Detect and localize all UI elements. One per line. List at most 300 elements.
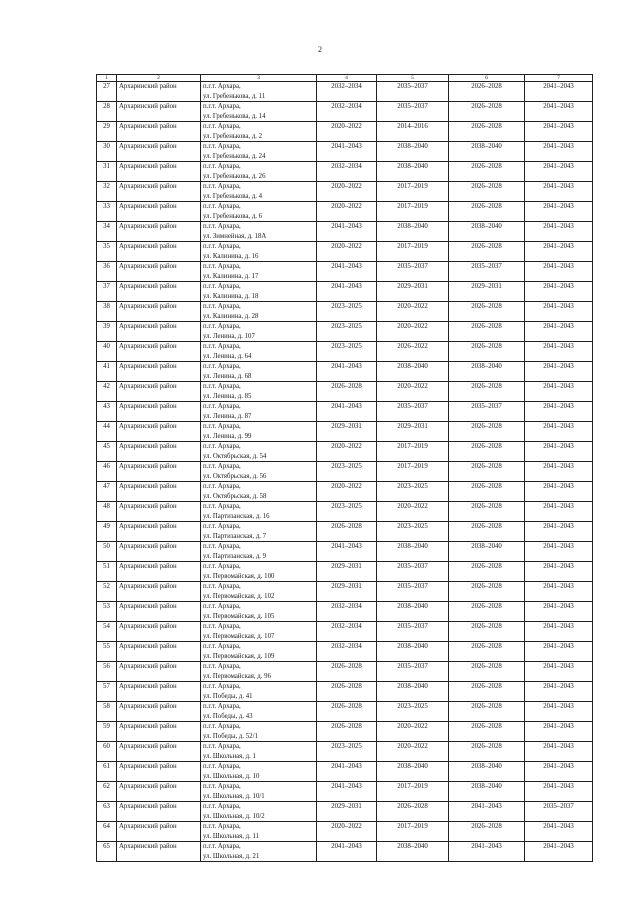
period-col-6: 2026–2028 (449, 562, 525, 582)
period-col-4: 2032–2034 (317, 622, 377, 642)
address-cell (201, 522, 317, 542)
period-col-7: 2041–2043 (525, 762, 593, 782)
address-settlement: п.г.т. Архара, (203, 203, 241, 210)
address-settlement: п.г.т. Архара, (203, 383, 241, 390)
row-number: 42 (97, 382, 117, 402)
address-cell (201, 162, 317, 182)
period-col-6: 2038–2040 (449, 362, 525, 382)
period-col-7: 2041–2043 (525, 542, 593, 562)
period-col-7: 2041–2043 (525, 302, 593, 322)
period-col-7: 2041–2043 (525, 662, 593, 682)
period-col-7: 2041–2043 (525, 342, 593, 362)
district-cell: Архаринский район (117, 402, 201, 422)
district-cell: Архаринский район (117, 562, 201, 582)
district-cell: Архаринский район (117, 442, 201, 462)
period-col-4: 2020–2022 (317, 482, 377, 502)
address-settlement: п.г.т. Архара, (203, 763, 241, 770)
period-col-7: 2041–2043 (525, 782, 593, 802)
period-col-7: 2041–2043 (525, 462, 593, 482)
address-street: ул. Школьная, д. 10/2 (203, 812, 265, 820)
period-col-4: 2041–2043 (317, 282, 377, 302)
address-cell (201, 682, 317, 702)
period-col-7: 2041–2043 (525, 682, 593, 702)
table-row (97, 182, 593, 202)
address-cell (201, 262, 317, 282)
period-col-7: 2041–2043 (525, 502, 593, 522)
address-street: ул. Школьная, д. 1 (203, 752, 256, 760)
address-street: ул. Калинина, д. 16 (203, 252, 259, 260)
period-col-4: 2023–2025 (317, 342, 377, 362)
table-row (97, 202, 593, 222)
address-street: ул. Калинина, д. 17 (203, 272, 259, 280)
period-col-6: 2026–2028 (449, 122, 525, 142)
address-settlement: п.г.т. Архара, (203, 583, 241, 590)
address-cell (201, 822, 317, 842)
address-cell (201, 102, 317, 122)
period-col-5: 2023–2025 (377, 702, 449, 722)
address-cell (201, 622, 317, 642)
period-col-7: 2041–2043 (525, 262, 593, 282)
address-settlement: п.г.т. Архара, (203, 283, 241, 290)
period-col-7: 2041–2043 (525, 742, 593, 762)
address-settlement: п.г.т. Архара, (203, 423, 241, 430)
address-street: ул. Ленина, д. 68 (203, 372, 252, 380)
district-cell: Архаринский район (117, 542, 201, 562)
period-col-6: 2026–2028 (449, 722, 525, 742)
row-number: 52 (97, 582, 117, 602)
row-number: 51 (97, 562, 117, 582)
address-cell (201, 502, 317, 522)
table-row (97, 262, 593, 282)
period-col-6: 2026–2028 (449, 822, 525, 842)
row-number: 49 (97, 522, 117, 542)
table-row (97, 122, 593, 142)
period-col-5: 2017–2019 (377, 202, 449, 222)
address-street: ул. Школьная, д. 10/1 (203, 792, 265, 800)
row-number: 56 (97, 662, 117, 682)
period-col-6: 2026–2028 (449, 522, 525, 542)
period-col-5: 2038–2040 (377, 762, 449, 782)
period-col-7: 2041–2043 (525, 482, 593, 502)
table-row (97, 522, 593, 542)
district-cell: Архаринский район (117, 802, 201, 822)
address-street: ул. Гребенькова, д. 26 (203, 172, 266, 180)
table-row (97, 382, 593, 402)
address-settlement: п.г.т. Архара, (203, 403, 241, 410)
address-settlement: п.г.т. Архара, (203, 543, 241, 550)
address-street: ул. Гребенькова, д. 6 (203, 212, 263, 220)
period-col-7: 2041–2043 (525, 322, 593, 342)
table-row (97, 102, 593, 122)
period-col-4: 2041–2043 (317, 542, 377, 562)
period-col-7: 2041–2043 (525, 602, 593, 622)
district-cell: Архаринский район (117, 722, 201, 742)
column-number: 4 (317, 75, 377, 82)
register-table (96, 74, 593, 862)
row-number: 61 (97, 762, 117, 782)
table-row (97, 322, 593, 342)
period-col-6: 2026–2028 (449, 662, 525, 682)
period-col-7: 2041–2043 (525, 562, 593, 582)
period-col-7: 2035–2037 (525, 802, 593, 822)
period-col-5: 2029–2031 (377, 282, 449, 302)
address-settlement: п.г.т. Архара, (203, 83, 241, 90)
district-cell: Архаринский район (117, 362, 201, 382)
district-cell: Архаринский район (117, 422, 201, 442)
table-row (97, 662, 593, 682)
row-number: 62 (97, 782, 117, 802)
district-cell: Архаринский район (117, 282, 201, 302)
address-cell (201, 762, 317, 782)
table-row (97, 282, 593, 302)
address-street: ул. Зимнейная, д. 18А (203, 232, 267, 240)
period-col-6: 2038–2040 (449, 142, 525, 162)
period-col-6: 2026–2028 (449, 682, 525, 702)
address-street: ул. Школьная, д. 21 (203, 852, 260, 860)
row-number: 48 (97, 502, 117, 522)
address-street: ул. Школьная, д. 10 (203, 772, 260, 780)
address-settlement: п.г.т. Архара, (203, 223, 241, 230)
period-col-5: 2038–2040 (377, 542, 449, 562)
period-col-6: 2026–2028 (449, 742, 525, 762)
address-street: ул. Первомайская, д. 96 (203, 672, 271, 680)
address-street: ул. Победы, д. 52/1 (203, 732, 258, 740)
period-col-5: 2038–2040 (377, 162, 449, 182)
column-number: 6 (449, 75, 525, 82)
row-number: 39 (97, 322, 117, 342)
period-col-5: 2038–2040 (377, 842, 449, 862)
period-col-4: 2029–2031 (317, 562, 377, 582)
period-col-5: 2026–2022 (377, 342, 449, 362)
address-settlement: п.г.т. Архара, (203, 363, 241, 370)
district-cell: Архаринский район (117, 202, 201, 222)
address-cell (201, 422, 317, 442)
address-cell (201, 362, 317, 382)
period-col-5: 2020–2022 (377, 722, 449, 742)
period-col-4: 2020–2022 (317, 182, 377, 202)
period-col-4: 2032–2034 (317, 162, 377, 182)
period-col-6: 2026–2028 (449, 422, 525, 442)
row-number: 58 (97, 702, 117, 722)
period-col-4: 2023–2025 (317, 302, 377, 322)
period-col-6: 2026–2028 (449, 582, 525, 602)
table-row (97, 602, 593, 622)
period-col-5: 2029–2031 (377, 422, 449, 442)
period-col-6: 2026–2028 (449, 102, 525, 122)
table-row (97, 422, 593, 442)
period-col-7: 2041–2043 (525, 722, 593, 742)
period-col-7: 2041–2043 (525, 702, 593, 722)
period-col-7: 2041–2043 (525, 842, 593, 862)
row-number: 57 (97, 682, 117, 702)
table-row (97, 242, 593, 262)
address-settlement: п.г.т. Архара, (203, 703, 241, 710)
table-row (97, 682, 593, 702)
table-row (97, 802, 593, 822)
district-cell: Архаринский район (117, 162, 201, 182)
period-col-7: 2041–2043 (525, 122, 593, 142)
address-settlement: п.г.т. Архара, (203, 303, 241, 310)
district-cell: Архаринский район (117, 182, 201, 202)
address-settlement: п.г.т. Архара, (203, 663, 241, 670)
address-street: ул. Гребенькова, д. 14 (203, 112, 266, 120)
period-col-7: 2041–2043 (525, 202, 593, 222)
period-col-6: 2035–2037 (449, 262, 525, 282)
district-cell: Архаринский район (117, 142, 201, 162)
period-col-6: 2026–2028 (449, 462, 525, 482)
period-col-4: 2041–2043 (317, 142, 377, 162)
district-cell: Архаринский район (117, 682, 201, 702)
district-cell: Архаринский район (117, 262, 201, 282)
row-number: 50 (97, 542, 117, 562)
period-col-5: 2017–2019 (377, 462, 449, 482)
district-cell: Архаринский район (117, 462, 201, 482)
table-row (97, 642, 593, 662)
address-settlement: п.г.т. Архара, (203, 683, 241, 690)
table-row (97, 722, 593, 742)
district-cell: Архаринский район (117, 302, 201, 322)
district-cell: Архаринский район (117, 702, 201, 722)
row-number: 60 (97, 742, 117, 762)
address-settlement: п.г.т. Архара, (203, 523, 241, 530)
address-street: ул. Ленина, д. 99 (203, 432, 252, 440)
period-col-4: 2041–2043 (317, 842, 377, 862)
table-row (97, 502, 593, 522)
table-row (97, 162, 593, 182)
period-col-6: 2029–2031 (449, 282, 525, 302)
period-col-4: 2026–2028 (317, 382, 377, 402)
table-row (97, 362, 593, 382)
table-row (97, 782, 593, 802)
period-col-5: 2020–2022 (377, 322, 449, 342)
period-col-7: 2041–2043 (525, 82, 593, 102)
row-number: 33 (97, 202, 117, 222)
district-cell: Архаринский район (117, 242, 201, 262)
period-col-7: 2041–2043 (525, 362, 593, 382)
address-cell (201, 722, 317, 742)
period-col-4: 2026–2028 (317, 702, 377, 722)
address-cell (201, 242, 317, 262)
period-col-4: 2029–2031 (317, 802, 377, 822)
row-number: 34 (97, 222, 117, 242)
address-cell (201, 182, 317, 202)
district-cell: Архаринский район (117, 522, 201, 542)
address-settlement: п.г.т. Архара, (203, 463, 241, 470)
address-settlement: п.г.т. Архара, (203, 343, 241, 350)
address-cell (201, 462, 317, 482)
row-number: 36 (97, 262, 117, 282)
address-cell (201, 562, 317, 582)
period-col-6: 2041–2043 (449, 842, 525, 862)
district-cell: Архаринский район (117, 122, 201, 142)
table-row (97, 562, 593, 582)
period-col-6: 2026–2028 (449, 162, 525, 182)
row-number: 53 (97, 602, 117, 622)
address-cell (201, 382, 317, 402)
address-street: ул. Первомайская, д. 109 (203, 652, 275, 660)
address-settlement: п.г.т. Архара, (203, 443, 241, 450)
address-street: ул. Калинина, д. 28 (203, 312, 259, 320)
district-cell: Архаринский район (117, 782, 201, 802)
address-street: ул. Первомайская, д. 105 (203, 612, 275, 620)
period-col-4: 2032–2034 (317, 642, 377, 662)
row-number: 65 (97, 842, 117, 862)
address-settlement: п.г.т. Архара, (203, 563, 241, 570)
table-row (97, 822, 593, 842)
period-col-6: 2026–2028 (449, 482, 525, 502)
table-row (97, 462, 593, 482)
address-settlement: п.г.т. Архара, (203, 823, 241, 830)
period-col-6: 2038–2040 (449, 782, 525, 802)
period-col-5: 2020–2022 (377, 742, 449, 762)
period-col-5: 2035–2037 (377, 582, 449, 602)
period-col-5: 2035–2037 (377, 102, 449, 122)
row-number: 38 (97, 302, 117, 322)
period-col-5: 2035–2037 (377, 402, 449, 422)
period-col-4: 2041–2043 (317, 402, 377, 422)
table-row (97, 222, 593, 242)
address-street: ул. Победы, д. 41 (203, 692, 253, 700)
address-street: ул. Гребенькова, д. 4 (203, 192, 263, 200)
address-cell (201, 302, 317, 322)
address-settlement: п.г.т. Архара, (203, 503, 241, 510)
address-settlement: п.г.т. Архара, (203, 183, 241, 190)
address-street: ул. Ленина, д. 64 (203, 352, 252, 360)
period-col-7: 2041–2043 (525, 622, 593, 642)
address-cell (201, 202, 317, 222)
address-street: ул. Партизанская, д. 9 (203, 552, 267, 560)
table-row (97, 702, 593, 722)
period-col-4: 2041–2043 (317, 782, 377, 802)
address-street: ул. Партизанская, д. 7 (203, 532, 267, 540)
period-col-6: 2026–2028 (449, 702, 525, 722)
table-row (97, 622, 593, 642)
address-cell (201, 442, 317, 462)
period-col-7: 2041–2043 (525, 822, 593, 842)
table-row (97, 82, 593, 102)
period-col-7: 2041–2043 (525, 382, 593, 402)
district-cell: Архаринский район (117, 842, 201, 862)
period-col-5: 2020–2022 (377, 382, 449, 402)
row-number: 46 (97, 462, 117, 482)
district-cell: Архаринский район (117, 482, 201, 502)
column-number-row (97, 75, 593, 82)
period-col-7: 2041–2043 (525, 142, 593, 162)
period-col-5: 2017–2019 (377, 182, 449, 202)
row-number: 54 (97, 622, 117, 642)
address-settlement: п.г.т. Архара, (203, 103, 241, 110)
district-cell: Архаринский район (117, 102, 201, 122)
address-cell (201, 602, 317, 622)
address-cell (201, 142, 317, 162)
period-col-7: 2041–2043 (525, 282, 593, 302)
period-col-5: 2038–2040 (377, 142, 449, 162)
period-col-6: 2026–2028 (449, 442, 525, 462)
address-street: ул. Октябрьская, д. 54 (203, 452, 267, 460)
period-col-5: 2038–2040 (377, 682, 449, 702)
address-cell (201, 782, 317, 802)
district-cell: Архаринский район (117, 622, 201, 642)
period-col-5: 2017–2019 (377, 242, 449, 262)
period-col-5: 2014–2016 (377, 122, 449, 142)
address-cell (201, 702, 317, 722)
address-street: ул. Партизанская, д. 16 (203, 512, 270, 520)
address-cell (201, 842, 317, 862)
period-col-6: 2041–2043 (449, 802, 525, 822)
period-col-6: 2026–2028 (449, 622, 525, 642)
period-col-6: 2026–2028 (449, 502, 525, 522)
table-row (97, 542, 593, 562)
period-col-4: 2020–2022 (317, 122, 377, 142)
address-street: ул. Победы, д. 43 (203, 712, 253, 720)
district-cell: Архаринский район (117, 582, 201, 602)
district-cell: Архаринский район (117, 82, 201, 102)
period-col-6: 2026–2028 (449, 382, 525, 402)
district-cell: Архаринский район (117, 222, 201, 242)
row-number: 44 (97, 422, 117, 442)
address-cell (201, 322, 317, 342)
row-number: 30 (97, 142, 117, 162)
address-street: ул. Октябрьская, д. 58 (203, 492, 267, 500)
address-cell (201, 662, 317, 682)
period-col-4: 2032–2034 (317, 102, 377, 122)
period-col-6: 2026–2028 (449, 242, 525, 262)
page-number: 2 (318, 45, 322, 54)
period-col-6: 2038–2040 (449, 222, 525, 242)
address-settlement: п.г.т. Архара, (203, 803, 241, 810)
period-col-6: 2026–2028 (449, 82, 525, 102)
period-col-4: 2041–2043 (317, 362, 377, 382)
district-cell: Архаринский район (117, 642, 201, 662)
period-col-4: 2023–2025 (317, 322, 377, 342)
row-number: 31 (97, 162, 117, 182)
district-cell: Архаринский район (117, 322, 201, 342)
address-street: ул. Первомайская, д. 107 (203, 632, 275, 640)
period-col-6: 2035–2037 (449, 402, 525, 422)
address-street: ул. Ленина, д. 85 (203, 392, 252, 400)
address-street: ул. Октябрьская, д. 56 (203, 472, 267, 480)
period-col-5: 2017–2019 (377, 442, 449, 462)
period-col-4: 2026–2028 (317, 722, 377, 742)
period-col-7: 2041–2043 (525, 582, 593, 602)
column-number: 7 (525, 75, 593, 82)
district-cell: Архаринский район (117, 382, 201, 402)
period-col-6: 2026–2028 (449, 342, 525, 362)
period-col-5: 2038–2040 (377, 222, 449, 242)
address-settlement: п.г.т. Архара, (203, 623, 241, 630)
address-settlement: п.г.т. Архара, (203, 603, 241, 610)
period-col-6: 2038–2040 (449, 542, 525, 562)
row-number: 41 (97, 362, 117, 382)
period-col-6: 2026–2028 (449, 602, 525, 622)
period-col-7: 2041–2043 (525, 222, 593, 242)
address-settlement: п.г.т. Архара, (203, 783, 241, 790)
period-col-4: 2020–2022 (317, 242, 377, 262)
district-cell: Архаринский район (117, 762, 201, 782)
period-col-5: 2035–2037 (377, 82, 449, 102)
address-cell (201, 482, 317, 502)
table-row (97, 582, 593, 602)
address-cell (201, 282, 317, 302)
column-number: 5 (377, 75, 449, 82)
period-col-5: 2023–2025 (377, 522, 449, 542)
period-col-4: 2032–2034 (317, 602, 377, 622)
address-settlement: п.г.т. Архара, (203, 843, 241, 850)
address-settlement: п.г.т. Архара, (203, 723, 241, 730)
period-col-7: 2041–2043 (525, 522, 593, 542)
period-col-4: 2020–2022 (317, 822, 377, 842)
period-col-7: 2041–2043 (525, 162, 593, 182)
